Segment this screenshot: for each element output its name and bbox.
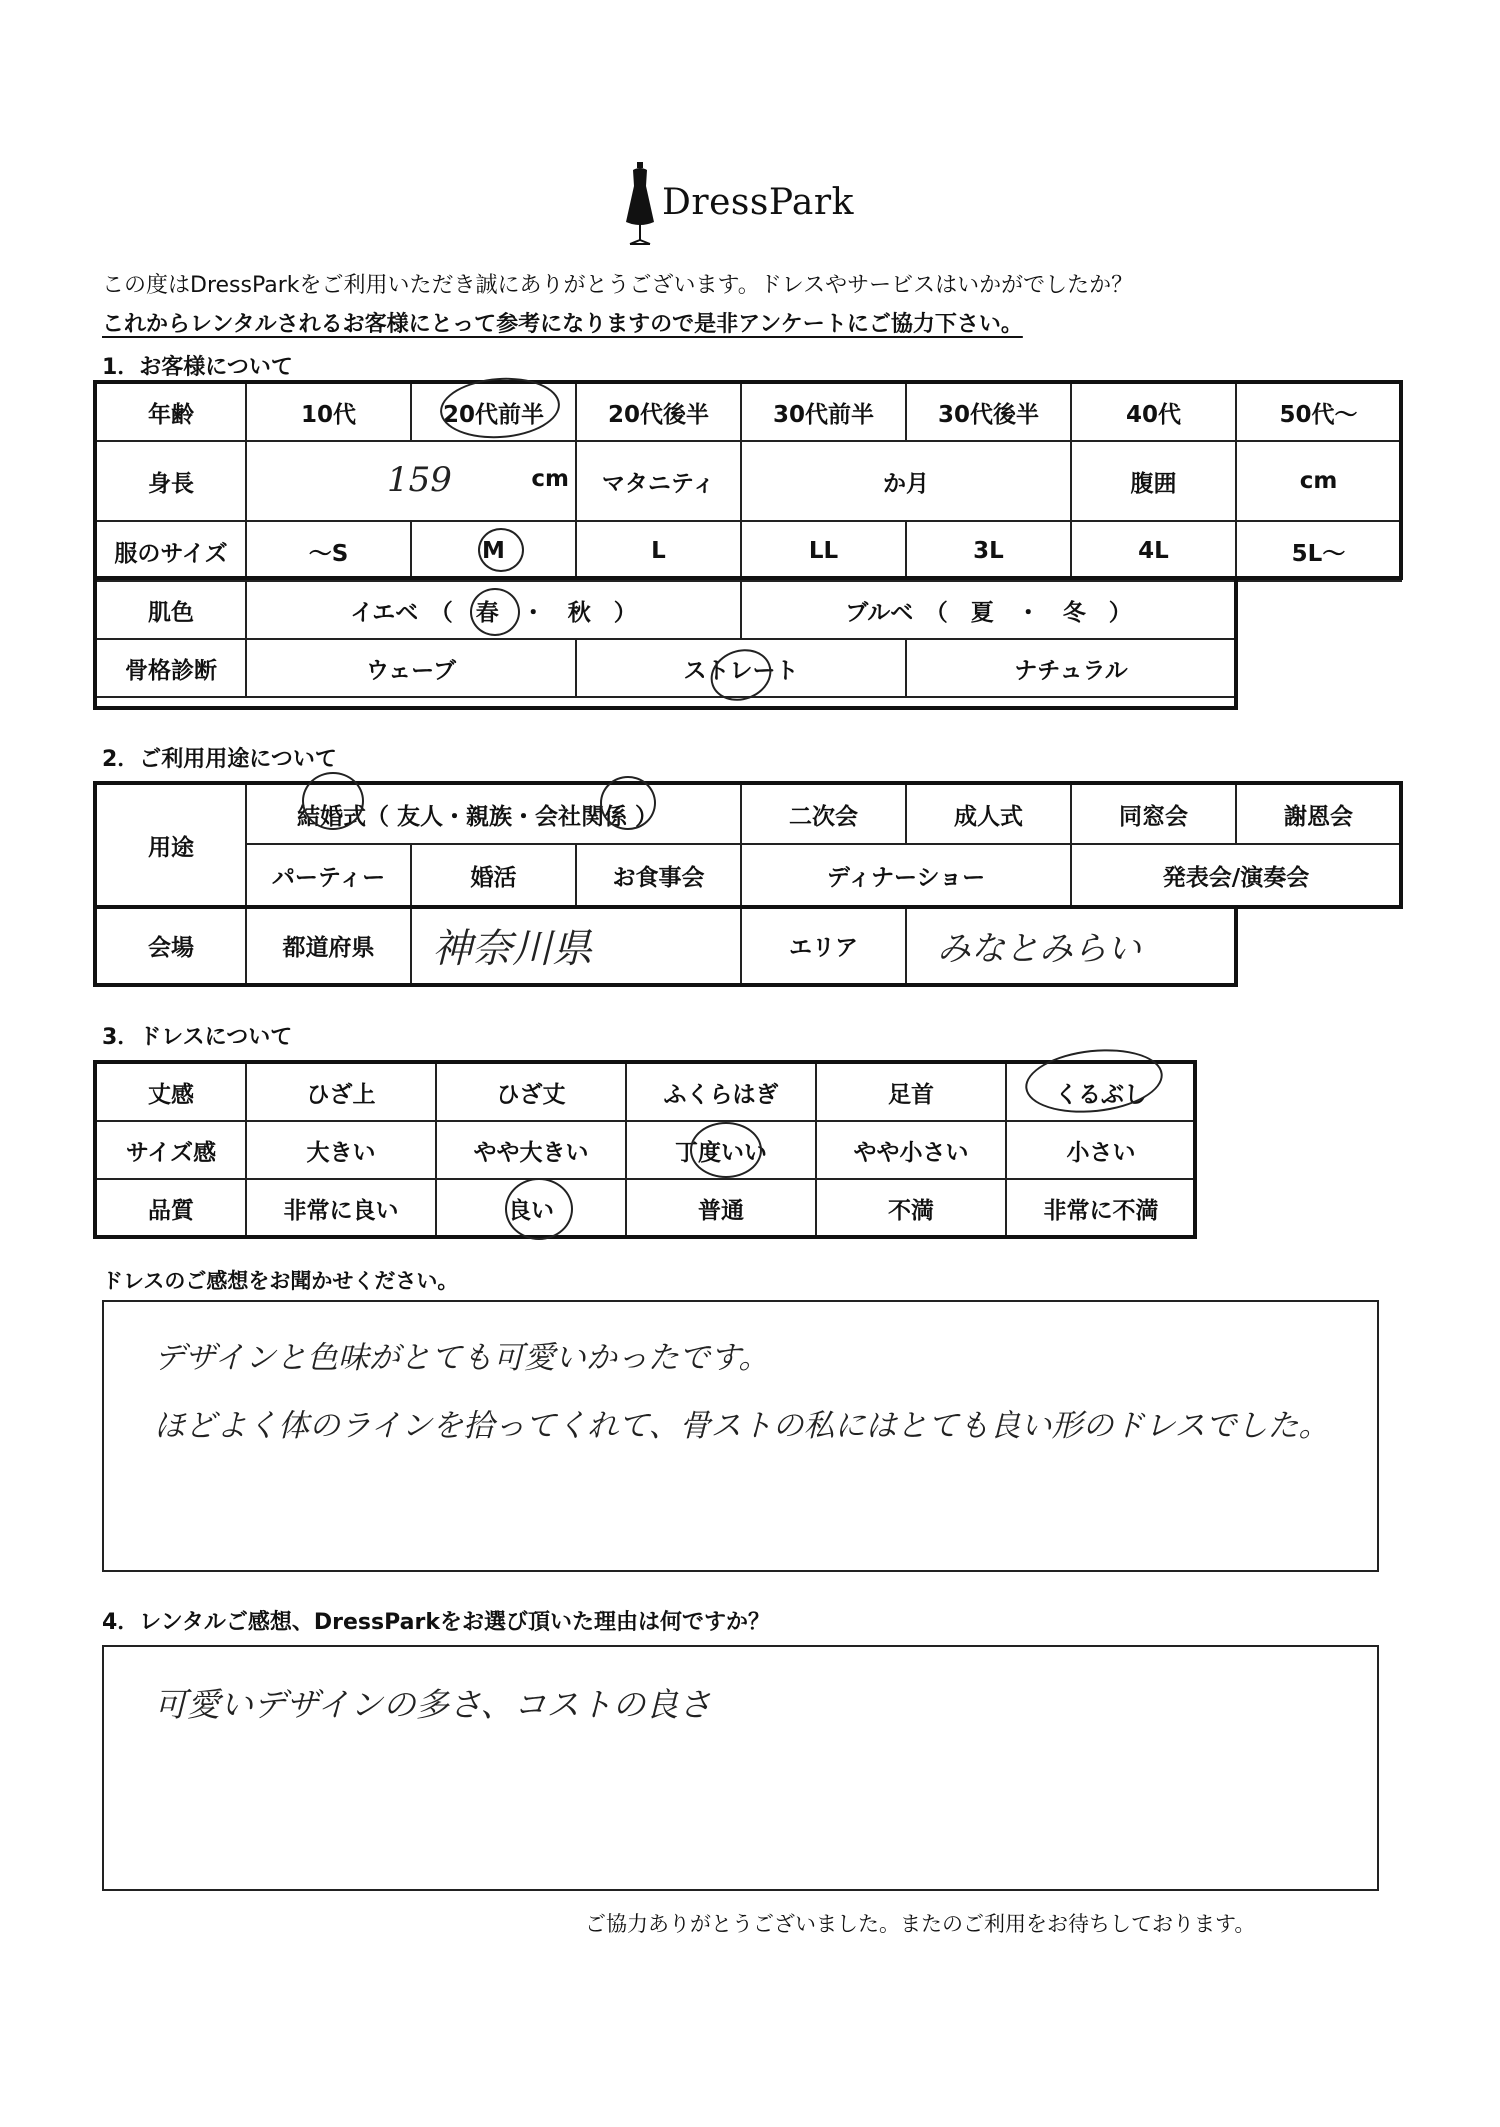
purpose-row-1 xyxy=(96,784,1401,844)
fit-label: サイズ感 xyxy=(96,1121,246,1179)
purpose-wedding[interactable]: 結婚式（ 友人・親族・会社関係 ） xyxy=(246,784,741,844)
height-unit: cm xyxy=(531,466,569,492)
maternity-label: マタニティ xyxy=(576,441,741,521)
length-option[interactable]: ひざ上 xyxy=(246,1063,436,1121)
length-row xyxy=(96,1063,1196,1121)
prefecture-value: 神奈川県 xyxy=(432,925,592,972)
reason-answer: 可愛いデザインの多さ、コストの良さ xyxy=(154,1685,712,1724)
frame-option[interactable]: ストレート xyxy=(576,639,906,697)
area-field[interactable] xyxy=(906,906,1236,984)
dress-mannequin-icon xyxy=(620,160,660,250)
size-option[interactable]: 5L～ xyxy=(1236,521,1401,581)
age-option[interactable]: 20代前半 xyxy=(411,383,576,441)
age-label: 年齢 xyxy=(96,383,246,441)
skin-blue[interactable]: ブルベ （ 夏 ・ 冬 ） xyxy=(741,581,1236,639)
height-label: 身長 xyxy=(96,441,246,521)
quality-label: 品質 xyxy=(96,1179,246,1237)
purpose-option[interactable]: 婚活 xyxy=(411,844,576,906)
blank-cell xyxy=(1236,906,1401,984)
age-option[interactable]: 10代 xyxy=(246,383,411,441)
customer-table xyxy=(95,382,1402,698)
frame-option[interactable]: ナチュラル xyxy=(906,639,1236,697)
venue-label: 会場 xyxy=(96,906,246,984)
impression-box[interactable] xyxy=(102,1300,1379,1572)
age-option[interactable]: 30代後半 xyxy=(906,383,1071,441)
purpose-option[interactable]: お食事会 xyxy=(576,844,741,906)
size-option[interactable]: L xyxy=(576,521,741,581)
purpose-option[interactable]: 同窓会 xyxy=(1071,784,1236,844)
height-field[interactable] xyxy=(246,441,576,521)
age-option[interactable]: 50代～ xyxy=(1236,383,1401,441)
prefecture-label: 都道府県 xyxy=(246,906,411,984)
blank-cell xyxy=(1236,581,1401,639)
size-option[interactable]: 4L xyxy=(1071,521,1236,581)
size-label: 服のサイズ xyxy=(96,521,246,581)
height-value: 159 xyxy=(387,460,452,500)
length-option[interactable]: ひざ丈 xyxy=(436,1063,626,1121)
quality-option[interactable]: 不満 xyxy=(816,1179,1006,1237)
purpose-row-2 xyxy=(96,844,1401,906)
size-row xyxy=(96,521,1401,581)
blank-cell xyxy=(1236,639,1401,697)
purpose-option[interactable]: 発表会/演奏会 xyxy=(1071,844,1401,906)
reason-box[interactable] xyxy=(102,1645,1379,1891)
frame-label: 骨格診断 xyxy=(96,639,246,697)
impression-line-2: ほどよく体のラインを拾ってくれて、骨ストの私にはとても良い形のドレスでした。 xyxy=(154,1408,1330,1444)
purpose-option[interactable]: パーティー xyxy=(246,844,411,906)
purpose-option[interactable]: 成人式 xyxy=(906,784,1071,844)
fit-option[interactable]: やや小さい xyxy=(816,1121,1006,1179)
quality-option[interactable]: 良い xyxy=(436,1179,626,1237)
purpose-option[interactable]: 謝恩会 xyxy=(1236,784,1401,844)
venue-row xyxy=(96,906,1401,984)
size-option[interactable]: 3L xyxy=(906,521,1071,581)
waist-unit[interactable]: cm xyxy=(1236,441,1401,521)
quality-row xyxy=(96,1179,1196,1237)
impression-prompt: ドレスのご感想をお聞かせください。 xyxy=(102,1269,459,1293)
dresspark-logo xyxy=(620,160,860,250)
length-option[interactable]: くるぶし xyxy=(1006,1063,1196,1121)
quality-option[interactable]: 非常に不満 xyxy=(1006,1179,1196,1237)
prefecture-field[interactable] xyxy=(411,906,741,984)
quality-option[interactable]: 普通 xyxy=(626,1179,816,1237)
section-1-heading: 1．お客様について xyxy=(102,355,293,380)
size-option[interactable]: LL xyxy=(741,521,906,581)
quality-option[interactable]: 非常に良い xyxy=(246,1179,436,1237)
intro-line-1: この度はDressParkをご利用いただき誠にありがとうございます。ドレスやサービスはいかがでしたか？ xyxy=(102,273,1134,298)
footer-thanks: ご協力ありがとうございました。またのご利用をお待ちしております。 xyxy=(585,1912,1256,1936)
frame-row xyxy=(96,639,1401,697)
skin-label: 肌色 xyxy=(96,581,246,639)
section-3-heading: 3．ドレスについて xyxy=(102,1025,293,1050)
length-option[interactable]: ふくらはぎ xyxy=(626,1063,816,1121)
frame-option[interactable]: ウェーブ xyxy=(246,639,576,697)
fit-option[interactable]: 大きい xyxy=(246,1121,436,1179)
logo-text: DressPark xyxy=(662,182,854,223)
section-2-heading: 2．ご利用用途について xyxy=(102,747,337,772)
purpose-option[interactable]: 二次会 xyxy=(741,784,906,844)
dress-table xyxy=(95,1062,1197,1238)
age-row xyxy=(96,383,1401,441)
fit-option[interactable]: やや大きい xyxy=(436,1121,626,1179)
skin-row xyxy=(96,581,1401,639)
fit-option[interactable]: 小さい xyxy=(1006,1121,1196,1179)
area-label: エリア xyxy=(741,906,906,984)
maternity-months[interactable]: か月 xyxy=(741,441,1071,521)
length-label: 丈感 xyxy=(96,1063,246,1121)
height-row xyxy=(96,441,1401,521)
age-option[interactable]: 40代 xyxy=(1071,383,1236,441)
length-option[interactable]: 足首 xyxy=(816,1063,1006,1121)
intro-line-2: これからレンタルされるお客様にとって参考になりますので是非アンケートにご協力下さい。 xyxy=(102,312,1023,337)
fit-option[interactable]: 丁度いい xyxy=(626,1121,816,1179)
area-value: みなとみらい xyxy=(937,928,1141,969)
purpose-label: 用途 xyxy=(96,784,246,906)
age-option[interactable]: 30代前半 xyxy=(741,383,906,441)
size-option[interactable]: ～S xyxy=(246,521,411,581)
fit-row xyxy=(96,1121,1196,1179)
size-option[interactable]: M xyxy=(411,521,576,581)
skin-yellow[interactable]: イエベ （ 春 ・ 秋 ） xyxy=(246,581,741,639)
purpose-option[interactable]: ディナーショー xyxy=(741,844,1071,906)
age-option[interactable]: 20代後半 xyxy=(576,383,741,441)
usage-table xyxy=(95,783,1402,985)
impression-line-1: デザインと色味がとても可愛いかったです。 xyxy=(154,1340,770,1376)
section-4-heading: 4．レンタルご感想、DressParkをお選び頂いた理由は何ですか？ xyxy=(102,1610,770,1635)
waist-label: 腹囲 xyxy=(1071,441,1236,521)
